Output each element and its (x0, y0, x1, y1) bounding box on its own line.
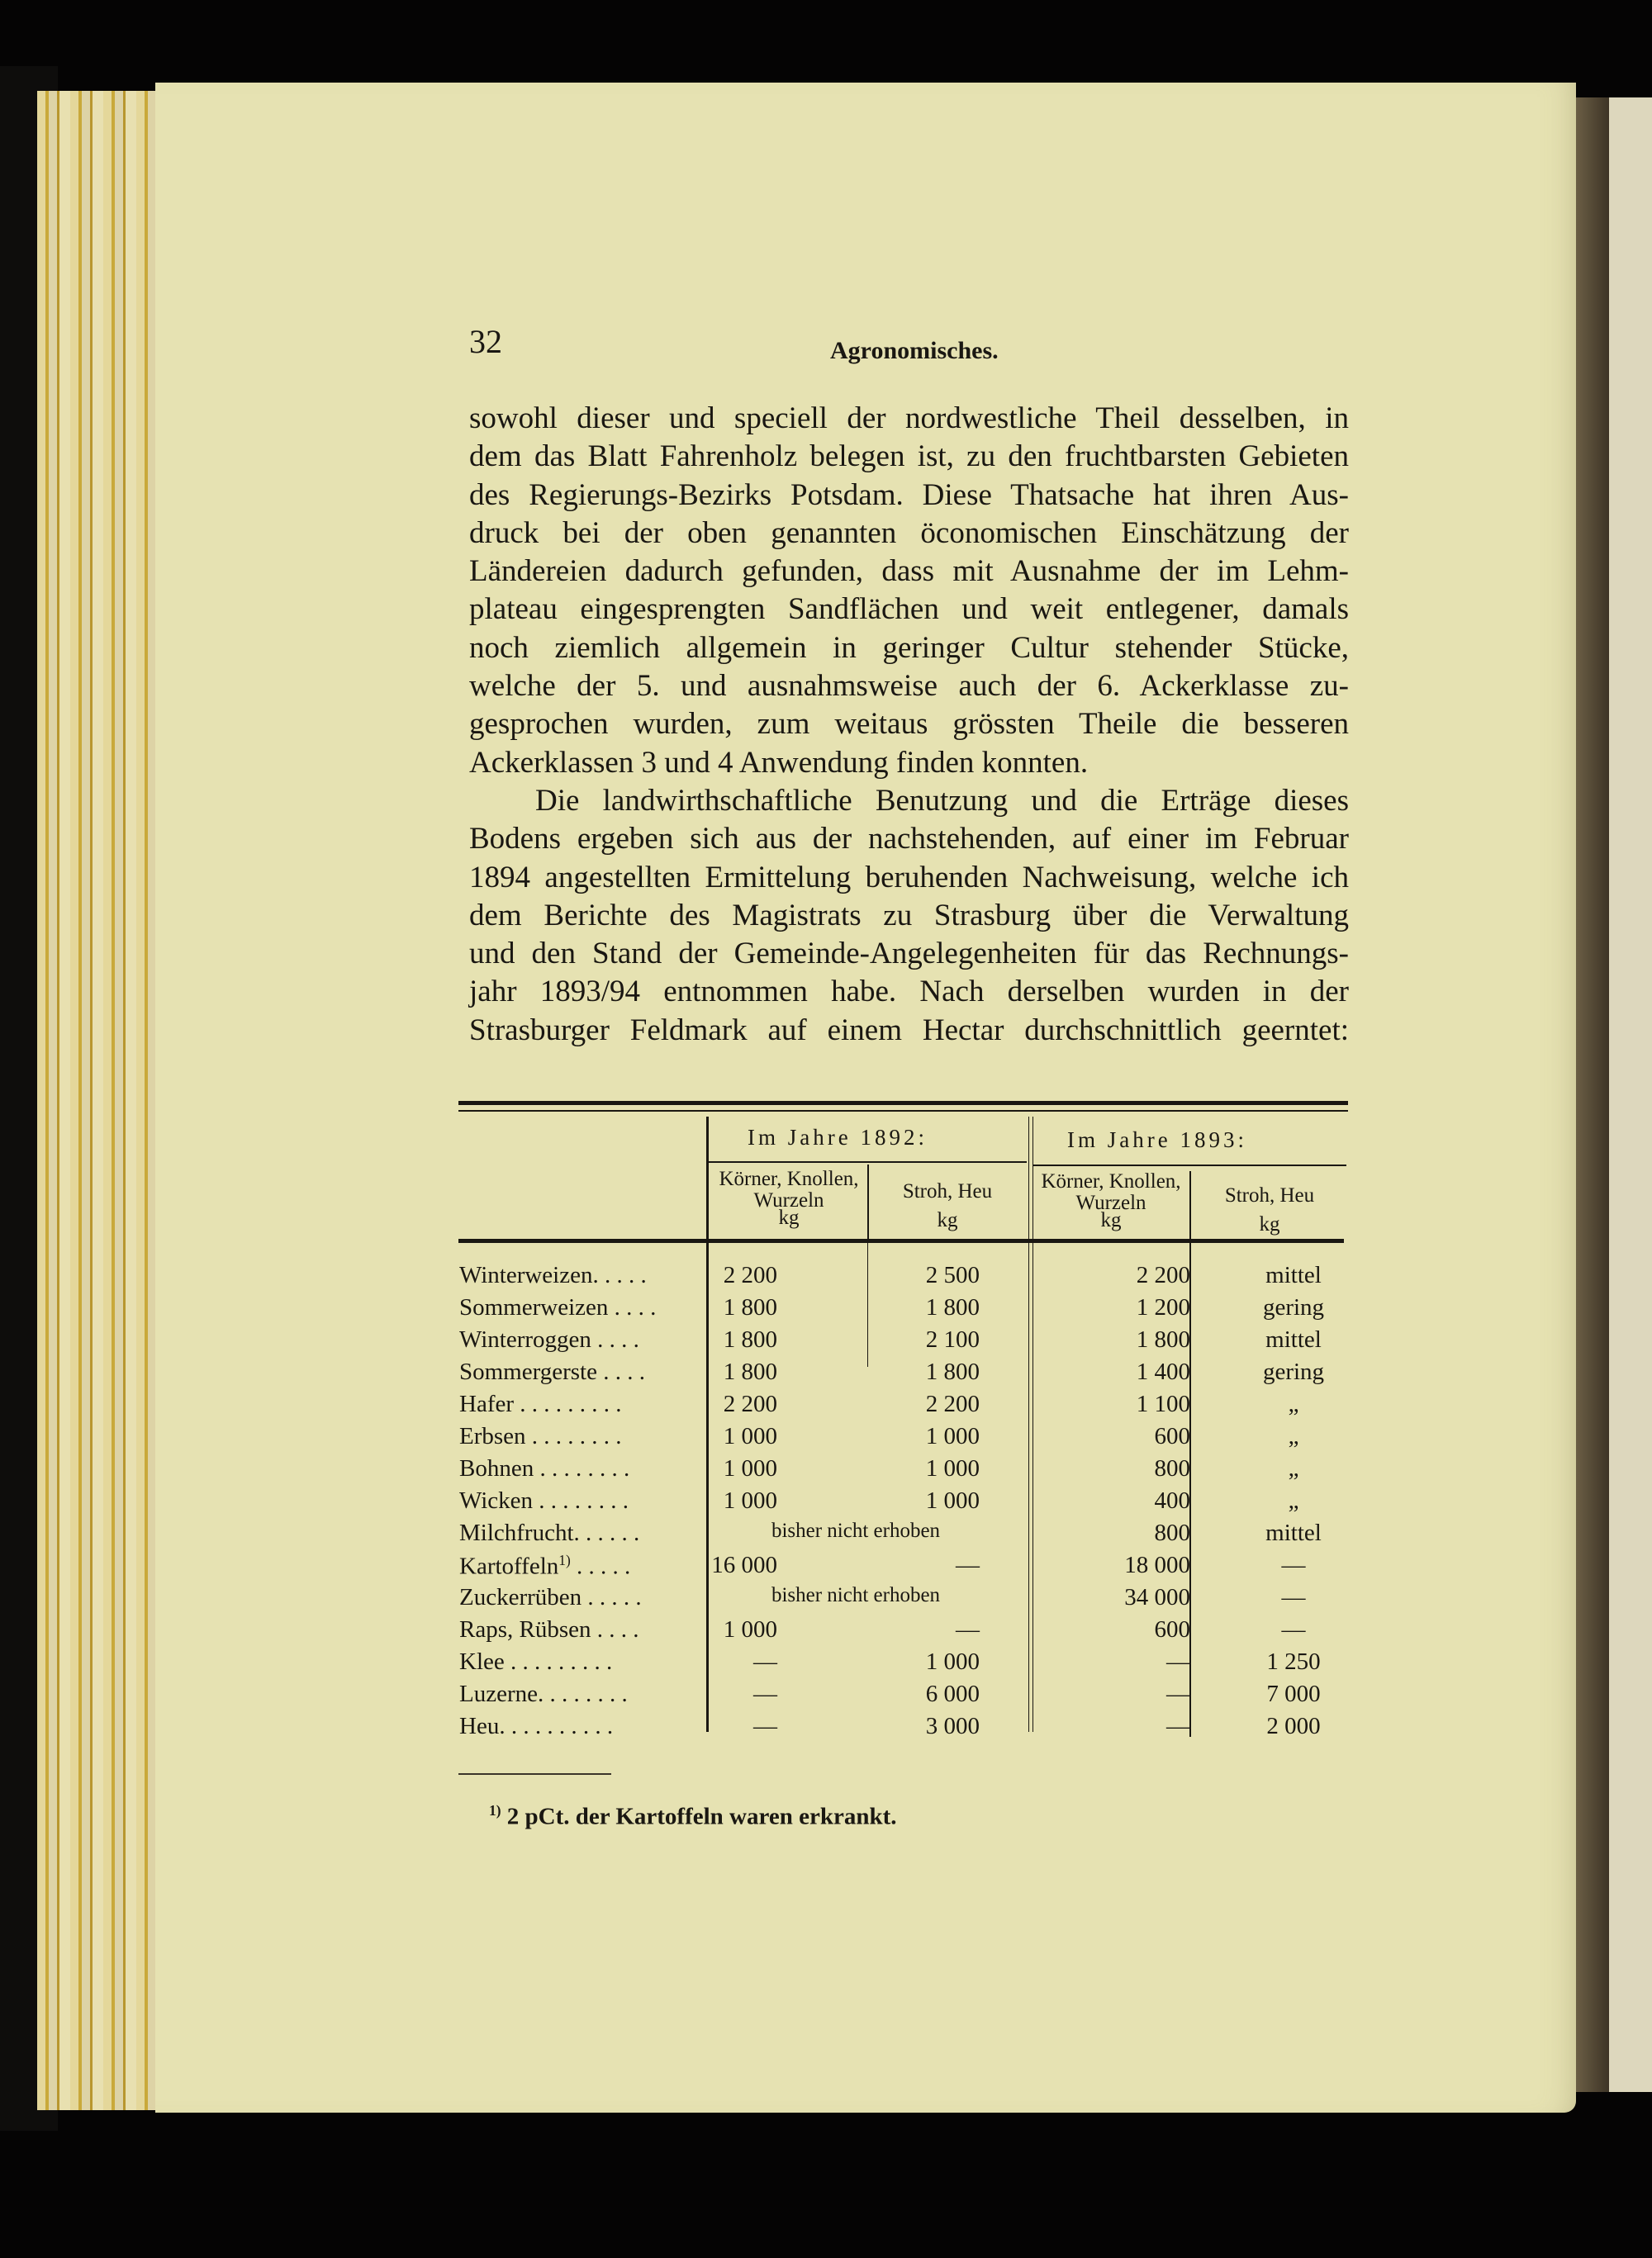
page-gutter (1576, 97, 1609, 2092)
cell-1892-stroh: 2 500 (925, 1262, 980, 1288)
cell-1893-stroh: — (1281, 1584, 1306, 1610)
cell-1893-stroh: mittel (1265, 1326, 1322, 1353)
crop-name: Erbsen . . . . . . . . (459, 1423, 622, 1449)
text-line: jahr 1893/94 entnommen habe. Nach derselben wurden in der (469, 975, 1349, 1009)
unit-label: kg (937, 1209, 958, 1231)
cell-1893-stroh: 1 250 (1266, 1648, 1321, 1675)
cell-1893-koerner: 1 200 (1136, 1294, 1190, 1321)
header-subrule (709, 1161, 1027, 1163)
cell-1893-koerner: 600 (1154, 1423, 1190, 1449)
cell-1892-stroh: 3 000 (925, 1713, 980, 1739)
crop-name: Winterroggen . . . . (459, 1326, 639, 1353)
cell-1892-stroh: 1 000 (925, 1455, 980, 1482)
crop-name: Luzerne. . . . . . . . (459, 1681, 628, 1707)
footnote-ref: 1) (558, 1552, 571, 1568)
cell-1892-koerner: 2 200 (723, 1391, 777, 1417)
cell-1893-koerner: — (1166, 1648, 1190, 1675)
text-line: dem das Blatt Fahrenholz belegen ist, zu den fruchtbarsten Gebieten (469, 439, 1349, 474)
cell-1893-stroh: „ (1288, 1423, 1299, 1449)
cell-1893-koerner: 1 800 (1136, 1326, 1190, 1353)
cell-1893-koerner: 34 000 (1124, 1584, 1190, 1610)
unit-label: kg (1259, 1213, 1280, 1236)
cell-1892-koerner: 1 000 (723, 1455, 777, 1482)
cell-1893-stroh: 7 000 (1266, 1681, 1321, 1707)
text-line: Ländereien dadurch gefunden, dass mit Ausnahme der im Lehm- (469, 554, 1349, 589)
cell-1892-koerner: 1 800 (723, 1326, 777, 1353)
cell-1893-koerner: 800 (1154, 1520, 1190, 1546)
table-row (459, 1713, 1351, 1746)
table-row (459, 1681, 1351, 1714)
cell-1893-stroh: „ (1288, 1487, 1299, 1514)
cell-1892-koerner: 1 000 (723, 1616, 777, 1643)
crop-name: Winterweizen. . . . . (459, 1262, 647, 1288)
page-number: 32 (469, 323, 502, 360)
col-header-koerner-1893: Körner, Knollen, Wurzeln (1041, 1170, 1181, 1214)
crop-name: Heu. . . . . . . . . . (459, 1713, 614, 1739)
text-line: welche der 5. und ausnahmsweise auch der 6. Ackerklasse zu- (469, 669, 1349, 704)
crop-name: Bohnen . . . . . . . . (459, 1455, 630, 1482)
table-row (459, 1455, 1351, 1488)
cell-1893-stroh: „ (1288, 1455, 1299, 1482)
cell-1892-koerner: 1 800 (723, 1359, 777, 1385)
text-line: sowohl dieser und speciell der nordwestliche Theil desselben, in (469, 401, 1349, 435)
cell-1893-stroh: gering (1262, 1294, 1325, 1321)
text-line: und den Stand der Gemeinde-Angelegenheiten für das Rechnungs- (469, 937, 1349, 971)
cell-1893-stroh: mittel (1265, 1520, 1322, 1546)
table-row (459, 1423, 1351, 1456)
cell-1893-koerner: — (1166, 1681, 1190, 1707)
cell-1892-stroh: — (956, 1552, 980, 1578)
unit-label: kg (778, 1207, 800, 1229)
paragraph-1 (469, 400, 1349, 782)
cell-1892-koerner: — (753, 1681, 777, 1707)
col-header-stroh-1893: Stroh, Heu (1224, 1184, 1315, 1207)
page-edges (37, 91, 161, 2110)
crop-name: Wicken . . . . . . . . (459, 1487, 629, 1514)
footnote-rule (458, 1773, 611, 1775)
table-row (459, 1616, 1351, 1649)
cell-1892-stroh: 1 000 (925, 1487, 980, 1514)
crop-name: Zuckerrüben . . . . . (459, 1584, 642, 1610)
cell-1893-stroh: 2 000 (1266, 1713, 1321, 1739)
cell-1892-koerner: 16 000 (711, 1552, 777, 1578)
cell-1892-span: bisher nicht erhoben (728, 1584, 984, 1607)
cell-1893-stroh: — (1281, 1552, 1306, 1578)
crop-name: Sommerweizen . . . . (459, 1294, 657, 1321)
cell-1892-stroh: — (956, 1616, 980, 1643)
cell-1893-koerner: 600 (1154, 1616, 1190, 1643)
running-head: Agronomisches. (830, 337, 999, 364)
text-line: Bodens ergeben sich aus der nachstehenden, auf einer im Februar (469, 822, 1349, 856)
table-row (459, 1552, 1351, 1585)
next-page-edge (1609, 97, 1652, 2092)
crop-name: Kartoffeln$^{1)}$ . . . . . (459, 1552, 631, 1580)
footnote-mark: 1) (489, 1802, 501, 1819)
cell-1893-koerner: 1 400 (1136, 1359, 1190, 1385)
paragraph-2 (469, 782, 1349, 1050)
cell-1892-stroh: 1 800 (925, 1359, 980, 1385)
table-row (459, 1262, 1351, 1295)
cell-1893-koerner: 18 000 (1124, 1552, 1190, 1578)
cell-1893-koerner: 800 (1154, 1455, 1190, 1482)
crop-name: Klee . . . . . . . . . (459, 1648, 613, 1675)
cell-1892-stroh: 2 200 (925, 1391, 980, 1417)
cell-1892-span: bisher nicht erhoben (728, 1520, 984, 1543)
table-top-rule-thin (458, 1110, 1348, 1112)
table-row (459, 1648, 1351, 1682)
crop-name: Sommergerste . . . . (459, 1359, 645, 1385)
year-header-1893: Im Jahre 1893: (1067, 1127, 1247, 1152)
cell-1892-stroh: 1 000 (925, 1423, 980, 1449)
text-line: Strasburger Feldmark auf einem Hectar durchschnittlich geerntet: (469, 1013, 1349, 1047)
cell-1892-koerner: — (753, 1713, 777, 1739)
cell-1893-stroh: — (1281, 1616, 1306, 1643)
crop-name: Raps, Rübsen . . . . (459, 1616, 639, 1643)
footnote (489, 1802, 896, 1831)
cell-1893-stroh: gering (1262, 1359, 1325, 1385)
cell-1892-stroh: 2 100 (925, 1326, 980, 1353)
cell-1893-stroh: mittel (1265, 1262, 1322, 1288)
cell-1892-koerner: 1 800 (723, 1294, 777, 1321)
unit-label: kg (1100, 1209, 1122, 1231)
footnote-text: 2 pCt. der Kartoffeln waren erkrankt. (501, 1803, 897, 1830)
cell-1893-koerner: 400 (1154, 1487, 1190, 1514)
col-header-stroh-1892: Stroh, Heu (902, 1180, 993, 1203)
cell-1892-koerner: 1 000 (723, 1487, 777, 1514)
header-subrule (1032, 1165, 1346, 1166)
cell-1893-koerner: 1 100 (1136, 1391, 1190, 1417)
text-line: Die landwirthschaftliche Benutzung und die Erträge dieses (535, 783, 1349, 818)
table-row (459, 1584, 1351, 1617)
cell-1893-stroh: „ (1288, 1391, 1299, 1417)
table-row (459, 1520, 1351, 1553)
table-row (459, 1487, 1351, 1520)
text-line: noch ziemlich allgemein in geringer Cultur stehender Stücke, (469, 630, 1349, 665)
crop-name: Hafer . . . . . . . . . (459, 1391, 622, 1417)
text-line: druck bei der oben genannten öconomischen Einschätzung der (469, 515, 1349, 550)
cell-1892-koerner: 2 200 (723, 1262, 777, 1288)
cell-1892-stroh: 1 000 (925, 1648, 980, 1675)
table-row (459, 1359, 1351, 1392)
cell-1892-koerner: 1 000 (723, 1423, 777, 1449)
table-row (459, 1391, 1351, 1424)
cell-1893-koerner: 2 200 (1136, 1262, 1190, 1288)
table-top-rule (458, 1101, 1348, 1105)
text-line: des Regierungs-Bezirks Potsdam. Diese Thatsache hat ihren Aus- (469, 477, 1349, 512)
cell-1892-koerner: — (753, 1648, 777, 1675)
text-line: Ackerklassen 3 und 4 Anwendung finden konnten. (469, 745, 1089, 780)
col-header-koerner-1892: Körner, Knollen, Wurzeln (719, 1168, 859, 1212)
crop-name: Milchfrucht. . . . . . (459, 1520, 640, 1546)
year-header-1892: Im Jahre 1892: (748, 1125, 928, 1150)
table-row (459, 1294, 1351, 1327)
cell-1892-stroh: 1 800 (925, 1294, 980, 1321)
text-line: 1894 angestellten Ermittelung beruhenden Nachweisung, welche ich (469, 860, 1349, 894)
table-header-rule (458, 1239, 1344, 1243)
text-line: plateau eingesprengten Sandflächen und weit entlegener, damals (469, 592, 1349, 627)
text-line: gesprochen wurden, zum weitaus grössten Theile die besseren (469, 707, 1349, 742)
table-row (459, 1326, 1351, 1359)
text-line: dem Berichte des Magistrats zu Strasburg über die Verwaltung (469, 898, 1349, 932)
cell-1893-koerner: — (1166, 1713, 1190, 1739)
cell-1892-stroh: 6 000 (925, 1681, 980, 1707)
body-text (469, 400, 1349, 1050)
